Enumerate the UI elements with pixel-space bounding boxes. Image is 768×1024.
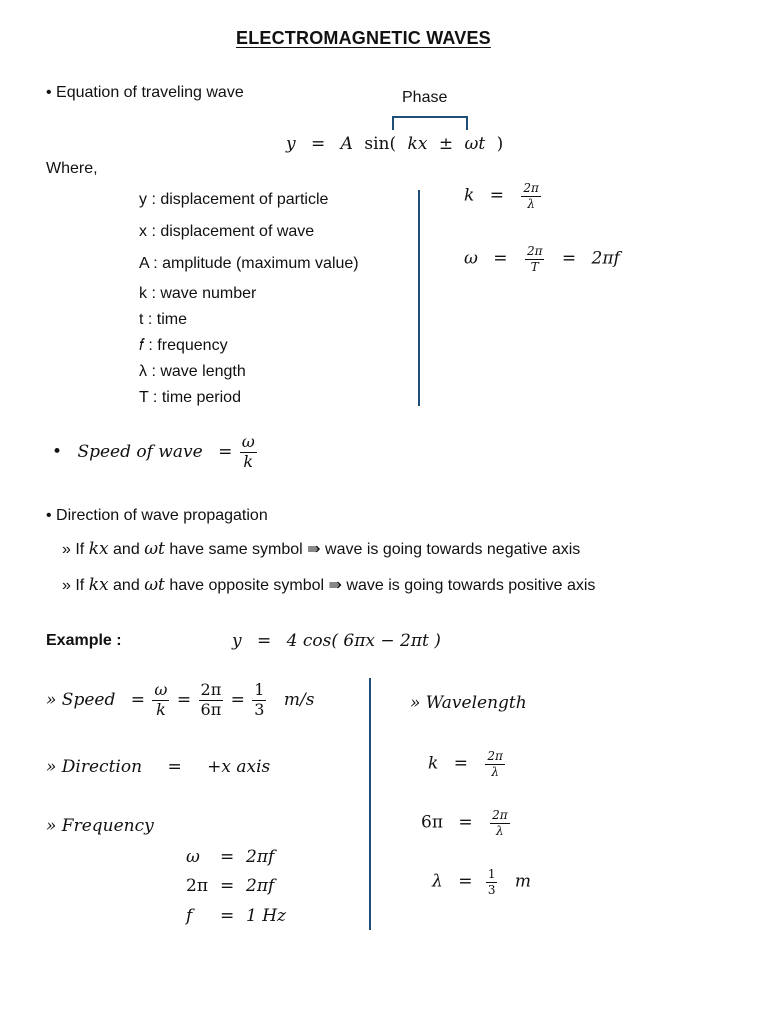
definition-item: y : displacement of particle xyxy=(139,191,329,208)
definition-item: x : displacement of wave xyxy=(139,223,315,240)
omega-numerator: 2π xyxy=(526,244,543,258)
numerator: 2π xyxy=(492,808,508,822)
eq-kx: kx xyxy=(407,134,428,154)
equals: = xyxy=(458,812,473,833)
eq-equals: = xyxy=(311,134,326,154)
omega-symbol: ω xyxy=(464,248,478,269)
rule-text: have opposite symbol ⇛ wave is going towards positive axis xyxy=(169,577,596,594)
lhs: λ xyxy=(432,871,443,892)
direction-value: +x axis xyxy=(207,757,271,777)
example-speed xyxy=(46,682,314,719)
rule-and: and xyxy=(113,541,140,558)
definition-item: T : time period xyxy=(139,389,241,406)
definition-item: 𝑓 : frequency xyxy=(139,337,228,354)
rule-kx: kx xyxy=(88,539,109,559)
where-label: Where, xyxy=(46,160,98,177)
k-symbol: k xyxy=(464,185,475,206)
frequency-row-lhs: 2π xyxy=(186,876,208,896)
equals: = xyxy=(167,757,182,777)
omega-equals-2: = xyxy=(561,248,577,269)
phase-bracket xyxy=(392,116,468,130)
lhs: k xyxy=(428,753,439,774)
phase-label: Phase xyxy=(402,89,448,106)
speed-numerator: ω xyxy=(241,432,255,451)
frequency-row-eq: = xyxy=(220,906,235,926)
eq-y: y xyxy=(286,134,296,154)
definition-item: λ : wave length xyxy=(139,363,246,380)
traveling-wave-heading: • Equation of traveling wave xyxy=(46,84,244,101)
wavelength-row-2 xyxy=(421,809,512,837)
denominator: λ xyxy=(491,764,499,779)
numerator: 2π xyxy=(200,680,222,699)
speed-unit: m/s xyxy=(283,689,315,710)
speed-text: Speed of wave xyxy=(77,441,203,462)
vertical-divider xyxy=(418,190,420,406)
example-y: y xyxy=(232,631,242,651)
example-direction xyxy=(46,757,270,777)
numerator: ω xyxy=(154,680,168,699)
eq-wt: ωt xyxy=(464,134,486,154)
speed-equals: = xyxy=(218,441,233,462)
denominator: λ xyxy=(496,823,504,838)
example-equals: = xyxy=(257,631,272,651)
rule-kx: kx xyxy=(88,575,109,595)
numerator: 1 xyxy=(254,680,265,699)
equals: = xyxy=(230,689,245,710)
wave-equation xyxy=(286,134,503,154)
numerator: 2π xyxy=(487,749,503,763)
rule-text: have same symbol ⇛ wave is going towards negative axis xyxy=(169,541,581,558)
unit: m xyxy=(514,871,532,892)
vertical-divider xyxy=(369,678,371,930)
k-numerator: 2π xyxy=(523,181,539,195)
eq-plusminus: ± xyxy=(438,134,454,154)
rule-and: and xyxy=(113,577,140,594)
frequency-row-rhs: 2πf xyxy=(246,847,275,867)
k-denominator: λ xyxy=(527,196,535,211)
rule-wt: ωt xyxy=(144,539,165,559)
eq-amplitude: A xyxy=(340,134,353,154)
equals: = xyxy=(453,753,468,774)
wavelength-label: » Wavelength xyxy=(410,693,527,713)
frequency-row-lhs: f xyxy=(186,906,193,926)
direction-rule-1 xyxy=(62,539,580,559)
eq-sin: sin( xyxy=(364,134,397,154)
numerator: 1 xyxy=(487,867,496,881)
direction-heading: • Direction of wave propagation xyxy=(46,507,268,524)
wavelength-row-1 xyxy=(428,750,507,778)
omega-denominator: T xyxy=(530,259,539,274)
eq-close: ) xyxy=(496,134,504,154)
omega-rhs: 2πf xyxy=(591,248,620,269)
denominator: k xyxy=(156,699,166,719)
speed-label: » Speed xyxy=(46,689,116,710)
denominator: 3 xyxy=(487,882,496,897)
k-equals: = xyxy=(489,185,504,206)
speed-denominator: k xyxy=(243,451,254,471)
speed-of-wave xyxy=(52,434,259,471)
frequency-row-rhs: 2πf xyxy=(246,876,275,896)
equals: = xyxy=(458,871,473,892)
bullet: • xyxy=(52,441,63,462)
page-title: ELECTROMAGNETIC WAVES xyxy=(236,28,491,48)
frequency-row-rhs: 1 Hz xyxy=(246,906,287,926)
definition-item: k : wave number xyxy=(139,285,257,302)
rule-prefix: » If xyxy=(62,541,85,558)
frequency-label: » Frequency xyxy=(46,816,154,836)
wavelength-row-3 xyxy=(432,868,531,896)
example-equation xyxy=(232,631,441,651)
definition-item: A : amplitude (maximum value) xyxy=(139,255,359,272)
lhs: 6π xyxy=(421,812,443,833)
example-label: Example : xyxy=(46,632,122,649)
k-formula xyxy=(464,182,543,210)
definition-item: t : time xyxy=(139,311,188,328)
equals: = xyxy=(176,689,192,710)
omega-formula xyxy=(464,245,620,273)
omega-equals: = xyxy=(493,248,508,269)
denominator: 3 xyxy=(254,699,265,719)
rule-prefix: » If xyxy=(62,577,85,594)
frequency-row-eq: = xyxy=(220,847,235,867)
example-rhs: 4 cos( 6πx − 2πt ) xyxy=(286,631,441,651)
denominator: 6π xyxy=(200,699,222,719)
rule-wt: ωt xyxy=(144,575,165,595)
direction-rule-2 xyxy=(62,575,595,595)
equals: = xyxy=(130,689,145,710)
frequency-row-eq: = xyxy=(220,876,235,896)
direction-label: » Direction xyxy=(46,757,143,777)
frequency-row-lhs: ω xyxy=(186,847,200,867)
